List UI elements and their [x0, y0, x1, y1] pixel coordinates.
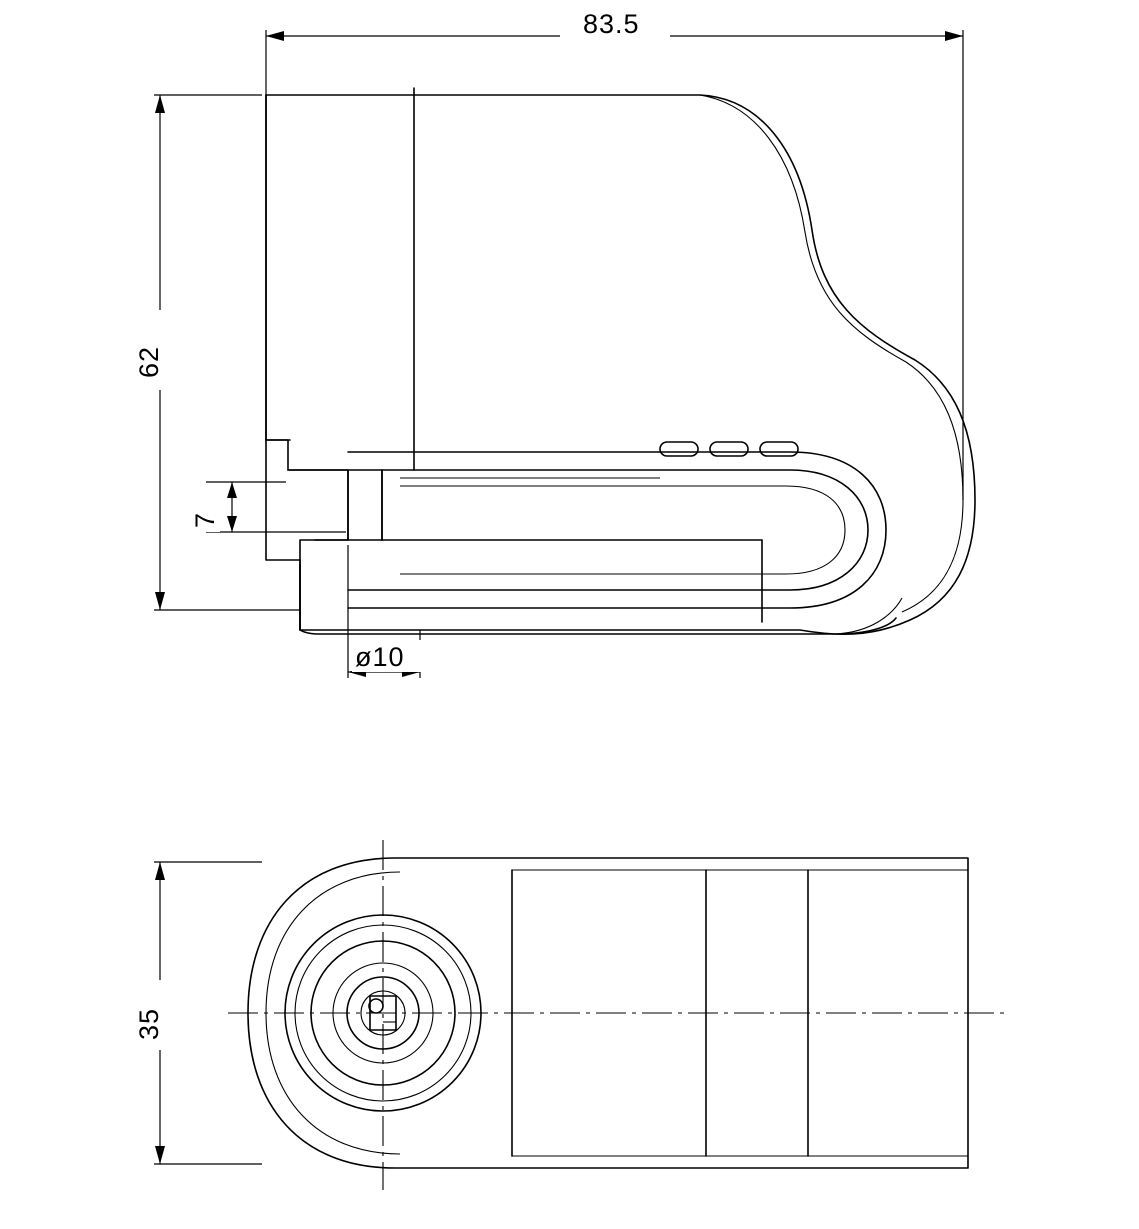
side-view-shackle-outer	[288, 470, 868, 590]
side-view-button-3	[760, 442, 798, 456]
top-view	[132, 840, 1010, 1190]
side-view-pin-boss	[348, 470, 382, 540]
dimension-overall-length	[266, 8, 963, 500]
dim-gap-label: 7	[190, 511, 220, 528]
dim-length-arrow-left	[266, 31, 284, 41]
side-view-button-2	[710, 442, 748, 456]
dim-gap-arrow-top	[227, 482, 237, 498]
dimension-pin-diameter	[348, 545, 432, 678]
side-view-nose-detail	[836, 598, 902, 634]
dim-height-arrow-bottom	[155, 592, 165, 610]
dim-gap-arrow-bottom	[227, 516, 237, 532]
side-view-block-bottom	[266, 440, 348, 630]
dim-width-arrow-top	[155, 862, 165, 880]
side-view-shackle-detail	[400, 478, 845, 574]
dim-length-arrow-right	[945, 31, 963, 41]
side-view-body-outline	[266, 95, 975, 634]
dimension-overall-height	[132, 95, 300, 610]
dim-height-label: 62	[134, 345, 164, 378]
side-view-shoulder-curve	[700, 95, 963, 612]
side-view-top-cap	[266, 95, 290, 440]
dim-length-label: 83.5	[583, 9, 640, 39]
dim-width-arrow-bottom	[155, 1146, 165, 1164]
top-view-keyway-pin	[369, 999, 383, 1013]
side-view	[132, 8, 975, 678]
dim-width-label: 35	[134, 1007, 164, 1040]
dim-pin-label: ø10	[355, 642, 405, 672]
side-view-shackle-inner	[348, 452, 886, 608]
side-view-base-plate	[300, 565, 896, 634]
dim-height-arrow-top	[155, 95, 165, 113]
dimension-slot-gap	[190, 482, 346, 532]
side-view-button-1	[660, 442, 698, 456]
